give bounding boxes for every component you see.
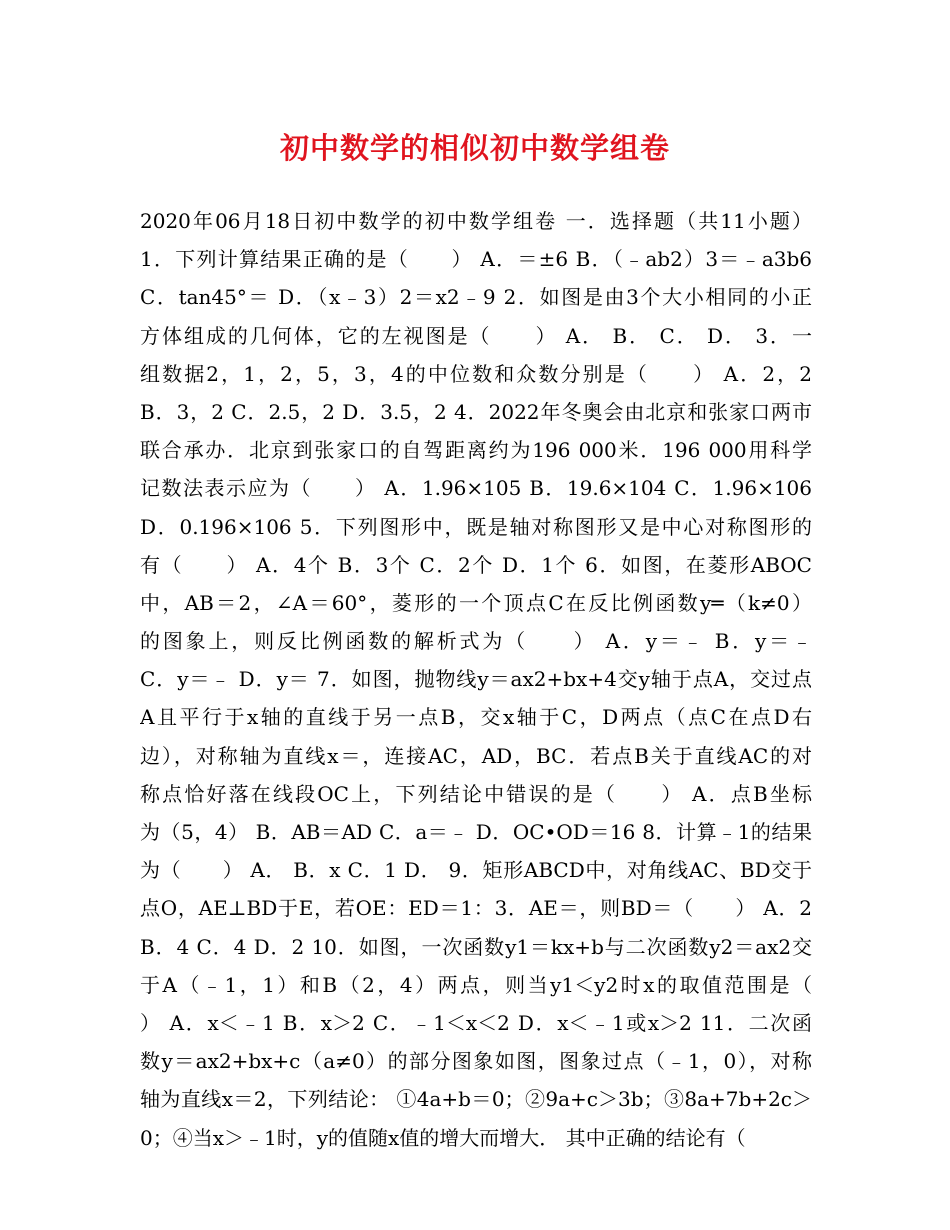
text-line: 中，AB＝2，∠A＝60°，菱形的一个顶点C在反比例函数y═（k≠0）: [140, 590, 812, 615]
text-line: A且平行于x轴的直线于另一点B，交x轴于C，D两点（点C在点D右: [140, 705, 812, 730]
document-body: [140, 202, 812, 1157]
text-line: 记数法表示应为（ ） A．1.96×105 B．19.6×104 C．1.96×106: [140, 476, 812, 501]
text-line: 联合承办．北京到张家口的自驾距离约为196 000米．196 000用科学: [140, 438, 812, 463]
text-line: 1．下列计算结果正确的是（ ） A．＝±6 B．（﹣ab2）3＝﹣a3b6: [140, 247, 812, 272]
document-title: 初中数学的相似初中数学组卷: [279, 131, 670, 165]
text-line: 轴为直线x＝2，下列结论： ①4a+b＝0；②9a+c＞3b；③8a+7b+2c＞: [140, 1087, 812, 1112]
text-line: B．3，2 C．2.5，2 D．3.5，2 4．2022年冬奥会由北京和张家口两市: [140, 399, 812, 424]
text-line: 2020年06月18日初中数学的初中数学组卷 一．选择题（共11小题）: [140, 209, 812, 233]
text-line: D．0.196×106 5．下列图形中，既是轴对称图形又是中心对称图形的: [140, 514, 812, 539]
text-line: 边），对称轴为直线x＝，连接AC，AD，BC．若点B关于直线AC的对: [140, 743, 812, 768]
text-line: ） A．x＜﹣1 B．x＞2 C．﹣1＜x＜2 D．x＜﹣1或x＞2 11．二次函: [140, 1010, 812, 1035]
text-line: 方体组成的几何体，它的左视图是（ ） A． B． C． D． 3．一: [140, 323, 812, 348]
text-line: B．4 C．4 D．2 10．如图，一次函数y1＝kx+b与二次函数y2＝ax2交: [140, 934, 812, 959]
text-line: 数y＝ax2+bx+c（a≠0）的部分图象如图，图象过点（﹣1，0），对称: [140, 1049, 812, 1074]
text-line: 为（ ） A． B．x C．1 D． 9．矩形ABCD中，对角线AC、BD交于: [140, 858, 812, 883]
text-line: C．y＝﹣ D．y＝ 7．如图，抛物线y＝ax2+bx+4交y轴于点A，交过点: [140, 667, 812, 692]
text-line: 的图象上，则反比例函数的解析式为（ ） A．y＝﹣ B．y＝﹣: [140, 629, 812, 654]
text-line: C．tan45°＝ D．（x﹣3）2＝x2﹣9 2．如图是由3个大小相同的小正: [140, 285, 812, 310]
text-line: 组数据2，1，2，5，3，4的中位数和众数分别是（ ） A．2，2: [140, 361, 812, 386]
text-line: 0；④当x＞﹣1时，y的值随x值的增大而增大． 其中正确的结论有（: [140, 1125, 746, 1150]
text-line: 于A（﹣1，1）和B（2，4）两点，则当y1＜y2时x的取值范围是（: [140, 972, 812, 997]
text-line: 称点恰好落在线段OC上，下列结论中错误的是（ ） A．点B坐标: [140, 781, 812, 806]
text-line: 点O，AE⊥BD于E，若OE：ED＝1：3．AE＝，则BD＝（ ） A．2: [140, 896, 812, 921]
text-line: 有（ ） A．4个 B．3个 C．2个 D．1个 6．如图，在菱形ABOC: [140, 552, 812, 577]
text-line: 为（5，4） B．AB＝AD C．a＝﹣ D．OC•OD＝16 8．计算﹣1的结果: [140, 820, 812, 844]
